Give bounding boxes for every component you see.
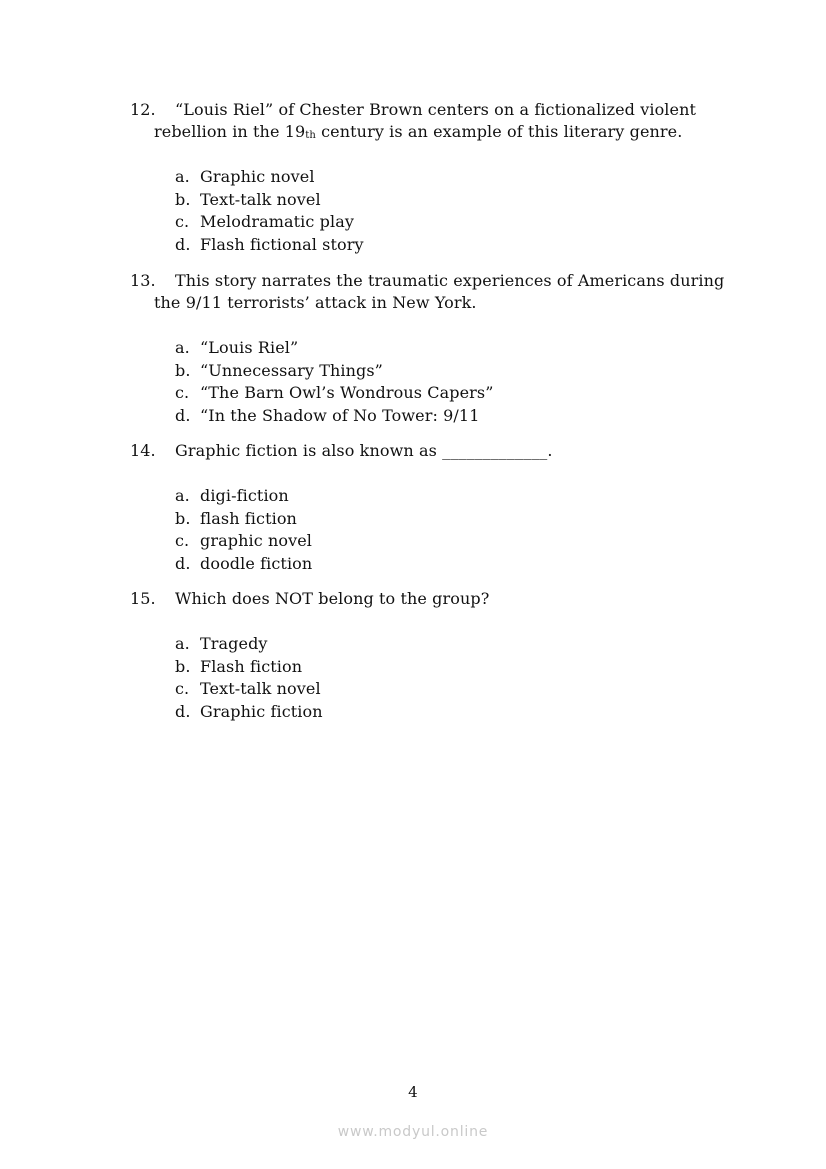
- choice-letter: a.: [175, 486, 190, 505]
- question-number: 13.: [130, 271, 156, 290]
- choice-text: Graphic fiction: [200, 702, 323, 721]
- choice-letter: a.: [175, 634, 190, 653]
- question-number: 14.: [130, 441, 156, 460]
- choice-text: flash fiction: [200, 509, 297, 528]
- choice-letter: d.: [175, 406, 191, 425]
- choice-letter: c.: [175, 212, 190, 231]
- choice-text: Melodramatic play: [200, 212, 354, 231]
- choice-text: “Louis Riel”: [200, 338, 299, 357]
- choice-letter: d.: [175, 702, 191, 721]
- choice-letter: c.: [175, 679, 190, 698]
- question-text-line-1: Which does NOT belong to the group?: [175, 589, 490, 608]
- question-text-line-1: “Louis Riel” of Chester Brown centers on a fictionalized violent: [175, 100, 697, 119]
- choice-letter: c.: [175, 531, 190, 550]
- choice-letter: c.: [175, 383, 190, 402]
- choice-text: Text-talk novel: [200, 190, 321, 209]
- question-text-line-2: the 9/11 terrorists’ attack in New York.: [154, 293, 477, 312]
- choice-letter: b.: [175, 190, 191, 209]
- choice-letter: b.: [175, 361, 191, 380]
- choice-text: Flash fiction: [200, 657, 303, 676]
- choice-text: Tragedy: [200, 634, 268, 653]
- question-number: 12.: [130, 100, 156, 119]
- question-text-line-2: [154, 121, 682, 146]
- choice-letter: d.: [175, 554, 191, 573]
- ordinal-suffix: th: [305, 130, 316, 141]
- question-text-segment: rebellion in the 19: [154, 122, 306, 141]
- question-text-line-1: Graphic fiction is also known as _____________.: [175, 441, 553, 460]
- choice-text: graphic novel: [200, 531, 313, 550]
- choice-text: “The Barn Owl’s Wondrous Capers”: [200, 383, 494, 402]
- question-text-line-1: This story narrates the traumatic experiences of Americans during: [175, 271, 725, 290]
- choice-letter: d.: [175, 235, 191, 254]
- choice-letter: b.: [175, 657, 191, 676]
- choice-letter: b.: [175, 509, 191, 528]
- question-number: 15.: [130, 589, 156, 608]
- choice-letter: a.: [175, 338, 190, 357]
- choice-text: “In the Shadow of No Tower: 9/11: [200, 406, 480, 425]
- choice-text: digi-fiction: [200, 486, 289, 505]
- choice-text: doodle fiction: [200, 554, 313, 573]
- choice-letter: a.: [175, 167, 190, 186]
- watermark: www.modyul.online: [337, 1124, 489, 1140]
- page-number: 4: [408, 1083, 418, 1101]
- choice-text: Text-talk novel: [200, 679, 321, 698]
- choice-text: Graphic novel: [200, 167, 315, 186]
- choice-text: Flash fictional story: [200, 235, 364, 254]
- question-text-segment: century is an example of this literary genre.: [315, 122, 683, 141]
- choice-text: “Unnecessary Things”: [200, 361, 383, 380]
